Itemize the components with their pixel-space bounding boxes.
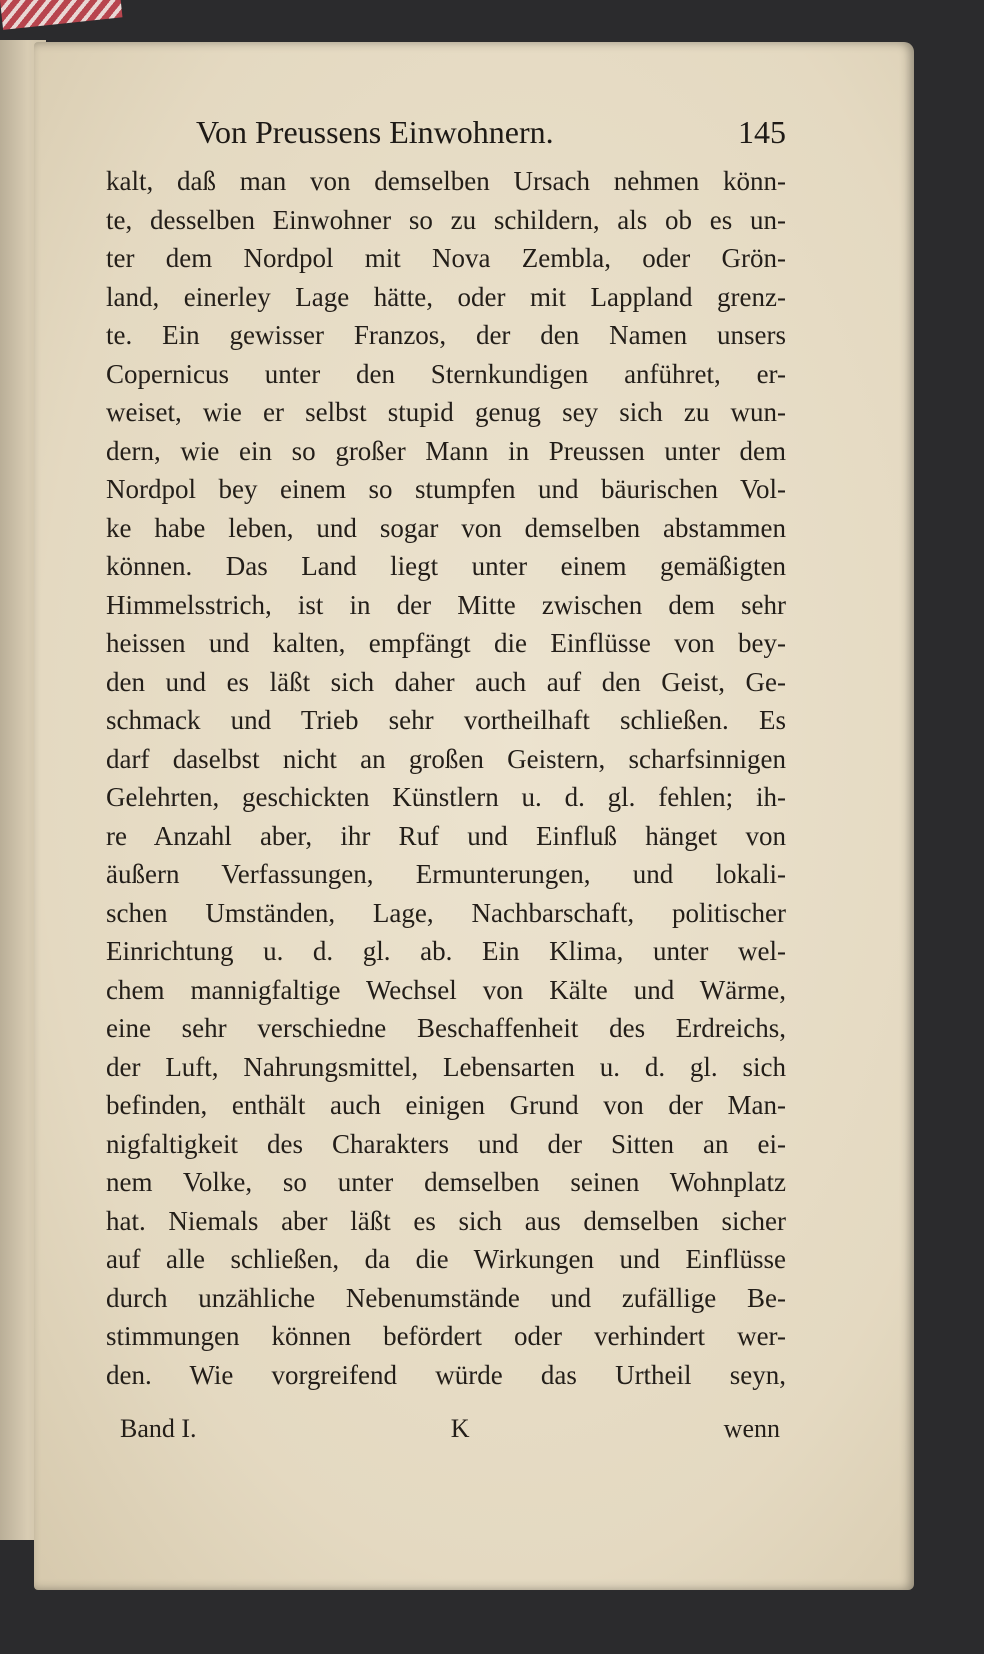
catchword: wenn bbox=[723, 1414, 780, 1443]
text-line: schen Umständen, Lage, Nachbarschaft, politischer bbox=[106, 897, 786, 928]
text-line: befinden, enthält auch einigen Grund von der Man- bbox=[106, 1090, 786, 1120]
text-line: re Anzahl aber, ihr Ruf und Einfluß hänget von bbox=[106, 820, 786, 851]
text-line: äußern Verfassungen, Ermunterungen, und lokali- bbox=[106, 859, 786, 889]
running-title: Von Preussens Einwohnern. bbox=[196, 114, 554, 150]
bookmark-ribbon bbox=[0, 0, 122, 30]
text-line: stimmungen können befördert oder verhindert wer- bbox=[106, 1321, 786, 1351]
text-line: Nordpol bey einem so stumpfen und bäurischen Vol- bbox=[106, 474, 786, 504]
signature-mark: K bbox=[450, 1414, 470, 1443]
text-line: nem Volke, so unter demselben seinen Wohnplatz bbox=[106, 1167, 786, 1197]
text-line: dern, wie ein so großer Mann in Preussen unter dem bbox=[106, 435, 786, 466]
text-line: eine sehr verschiedne Beschaffenheit des Erdreichs, bbox=[106, 1013, 786, 1043]
text-line: darf daselbst nicht an großen Geistern, scharfsinnigen bbox=[106, 743, 786, 774]
page-header bbox=[196, 112, 786, 152]
text-line: Himmelsstrich, ist in der Mitte zwischen dem sehr bbox=[106, 589, 786, 620]
text-line: te. Ein gewisser Franzos, der den Namen unsers bbox=[106, 320, 786, 350]
volume-label: Band I. bbox=[120, 1414, 197, 1443]
text-line: der Luft, Nahrungsmittel, Lebensarten u. d. gl. sich bbox=[106, 1051, 786, 1082]
text-line: den und es läßt sich daher auch auf den Geist, Ge- bbox=[106, 666, 786, 697]
text-line: den. Wie vorgreifend würde das Urtheil seyn, bbox=[106, 1359, 786, 1390]
text-line: heissen und kalten, empfängt die Einflüsse von bey- bbox=[106, 628, 786, 658]
text-line: Gelehrten, geschickten Künstlern u. d. gl. fehlen; ih- bbox=[106, 782, 786, 812]
text-line: chem mannigfaltige Wechsel von Kälte und Wärme, bbox=[106, 974, 786, 1005]
text-line: ke habe leben, und sogar von demselben abstammen bbox=[106, 512, 786, 543]
text-line: können. Das Land liegt unter einem gemäßigten bbox=[106, 551, 786, 581]
page-footer bbox=[120, 1412, 780, 1446]
text-line: Einrichtung u. d. gl. ab. Ein Klima, unter wel- bbox=[106, 936, 786, 966]
text-line: kalt, daß man von demselben Ursach nehmen könn- bbox=[106, 166, 786, 196]
text-line: Copernicus unter den Sternkundigen anführet, er- bbox=[106, 358, 786, 389]
text-line: durch unzähliche Nebenumstände und zufällige Be- bbox=[106, 1282, 786, 1313]
text-line: land, einerley Lage hätte, oder mit Lappland grenz- bbox=[106, 281, 786, 312]
text-line: schmack und Trieb sehr vortheilhaft schließen. Es bbox=[106, 705, 786, 735]
text-line: auf alle schließen, da die Wirkungen und Einflüsse bbox=[106, 1244, 786, 1274]
body-text bbox=[106, 162, 786, 1394]
text-line: te, desselben Einwohner so zu schildern, als ob es un- bbox=[106, 204, 786, 235]
text-line: ter dem Nordpol mit Nova Zembla, oder Grön- bbox=[106, 243, 786, 273]
text-line: hat. Niemals aber läßt es sich aus demselben sicher bbox=[106, 1205, 786, 1236]
text-line: nigfaltigkeit des Charakters und der Sitten an ei- bbox=[106, 1128, 786, 1159]
text-line: weiset, wie er selbst stupid genug sey sich zu wun- bbox=[106, 397, 786, 427]
page-number: 145 bbox=[738, 114, 786, 150]
